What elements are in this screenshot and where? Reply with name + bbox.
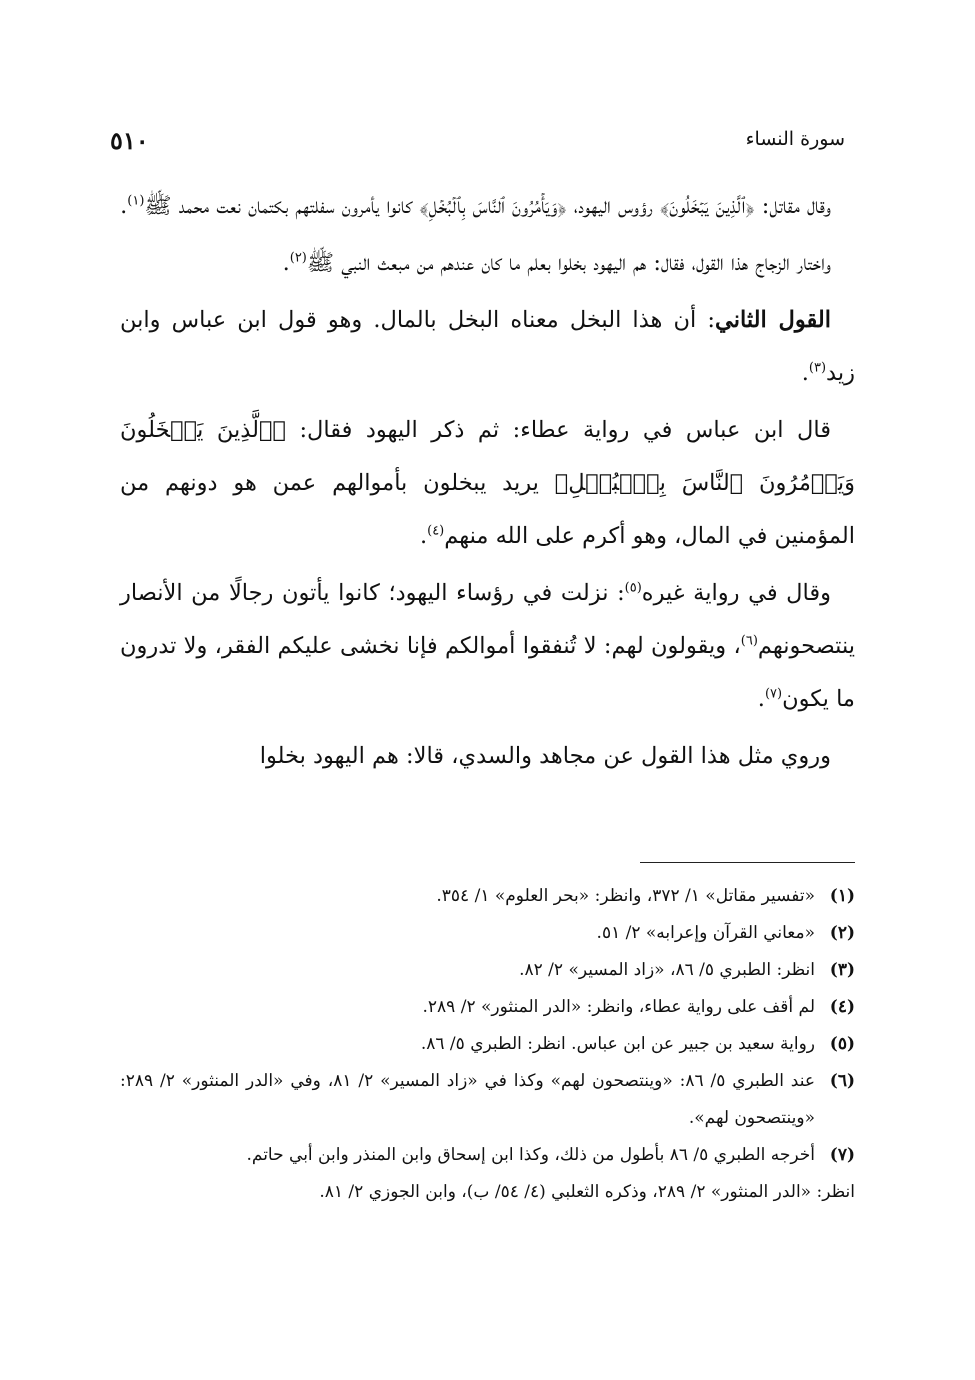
footnote-ref[interactable]: (٧): [764, 686, 783, 702]
footnote-text: عند الطبري ٥/ ٨٦: «وينتصحون لهم» وكذا في «زاد المسير» ٢/ ٨١، وفي «الدر المنثور» ٢/ ٢٨٩: «وينتصحون لهم».: [120, 1071, 816, 1128]
quran-verse: ﴿ٱلَّذِينَ يَبۡخَلُونَ وَيَأۡمُرُونَ ٱلنَّاسَ بِٱلۡبُخۡلِ﴾: [120, 417, 856, 496]
text-run: وقال في رواية غيره: [641, 580, 831, 606]
footnote-ref[interactable]: (٣): [808, 360, 827, 376]
paragraph: [120, 180, 855, 233]
text-run: ، ويقولون لهم: لا تُنفقوا أموالكم فإنا نخشى عليكم الفقر، ولا تدرون ما يكون: [120, 633, 855, 712]
footnote-ref[interactable]: (٤): [427, 523, 445, 539]
footnote-number: (٧): [829, 1145, 855, 1165]
text-run: قال ابن عباس في رواية عطاء: ثم ذكر اليهود فقال:: [285, 417, 831, 443]
footnotes: [120, 878, 855, 1211]
footnote-ref[interactable]: (٢): [289, 250, 307, 266]
paragraph: [120, 567, 855, 726]
section-heading: القول الثاني: [714, 307, 831, 333]
footnote-separator: [640, 862, 855, 863]
footnote-number: (٢): [829, 923, 855, 943]
paragraph: [120, 294, 855, 400]
footnote: [120, 915, 855, 952]
footnote-ref[interactable]: (١): [127, 193, 145, 209]
paragraph: [120, 730, 855, 783]
text-run: .: [120, 193, 128, 219]
quran-verse: ﴿وَيَأۡمُرُونَ ٱلنَّاسَ بِٱلۡبُخۡلِ﴾: [419, 193, 567, 219]
footnote-continuation: انظر: «الدر المنثور» ٢/ ٢٨٩، وذكره الثعلبي (٤/ ٥٤/ ب)، وابن الجوزي ٢/ ٨١.: [319, 1182, 855, 1202]
footnote-text: لم أقف على رواية عطاء، وانظر: «الدر المنثور» ٢/ ٢٨٩.: [422, 997, 815, 1017]
footnote: [120, 989, 855, 1026]
footnote-number: (٦): [829, 1071, 855, 1091]
main-text: [120, 180, 855, 787]
text-run: كانوا يأمرون سفلتهم بكتمان نعت محمد ﷺ: [144, 193, 420, 219]
footnote-number: (٤): [829, 997, 855, 1017]
quran-verse: ﴿ٱلَّذِينَ يَبۡخَلُونَ﴾: [659, 193, 755, 219]
text-run: وروي مثل هذا القول عن مجاهد والسدي، قالا: هم اليهود بخلوا: [259, 743, 831, 769]
text-run: : نزلت في رؤساء اليهود؛ كانوا يأتون رجالًا من الأنصار ينتصحونهم: [120, 580, 855, 659]
footnote-ref[interactable]: (٥): [624, 580, 642, 596]
footnote-ref[interactable]: (٦): [740, 633, 758, 649]
footnote: [120, 878, 855, 915]
footnote-number: (٣): [829, 960, 855, 980]
text-run: .: [757, 686, 765, 712]
footnote-text: «تفسير مقاتل» ١/ ٣٧٢، وانظر: «بحر العلوم» ١/ ٣٥٤.: [436, 886, 815, 906]
page-header: [110, 118, 865, 158]
text-run: .: [282, 250, 290, 276]
text-run: رؤوس اليهود،: [566, 193, 660, 219]
text-run: واختار الزجاج هذا القول، فقال: هم اليهود بخلوا بعلم ما كان عندهم من مبعث النبي ﷺ: [306, 250, 831, 276]
paragraph: [120, 404, 855, 563]
page-number: ٥١٠: [110, 126, 149, 155]
surah-title: سورة النساء: [745, 128, 845, 150]
footnote: [120, 1063, 855, 1137]
text-run: وقال مقاتل:: [754, 193, 831, 219]
footnote-text: أخرجه الطبري ٥/ ٨٦ بأطول من ذلك، وكذا ابن إسحاق وابن المنذر وابن أبي حاتم.: [246, 1145, 815, 1165]
paragraph: [120, 237, 855, 290]
footnote-text: «معاني القرآن وإعرابه» ٢/ ٥١.: [596, 923, 815, 943]
text-run: : أن هذا البخل معناه البخل بالمال. وهو قول ابن عباس وابن زيد: [120, 307, 855, 386]
footnote-number: (١): [829, 886, 855, 906]
footnote-text: رواية سعيد بن جبير عن ابن عباس. انظر: الطبري ٥/ ٨٦.: [420, 1034, 815, 1054]
text-run: .: [801, 360, 809, 386]
text-run: .: [419, 523, 428, 549]
text-run: يريد يبخلون بأموالهم عمن هو دونهم من المؤمنين في المال، وهو أكرم على الله منهم: [120, 470, 855, 549]
footnote-number: (٥): [829, 1034, 855, 1054]
footnote: [120, 1137, 855, 1174]
footnote: [120, 1026, 855, 1063]
footnote-text: انظر: الطبري ٥/ ٨٦، «زاد المسير» ٢/ ٨٢.: [519, 960, 815, 980]
footnote: [120, 952, 855, 989]
